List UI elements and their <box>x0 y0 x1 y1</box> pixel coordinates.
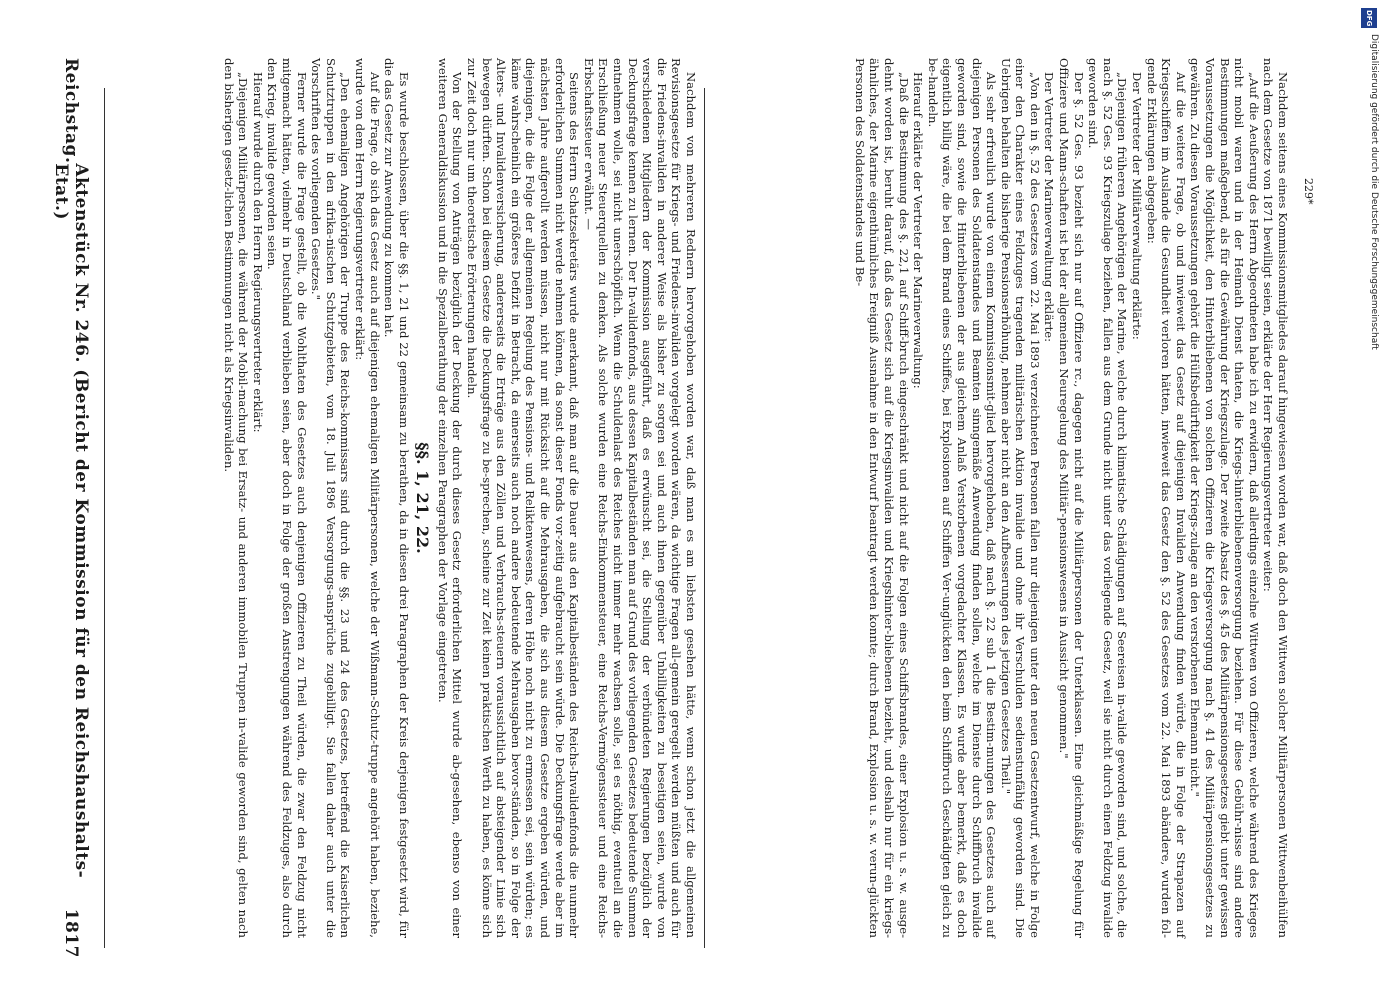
paragraph: Ferner wurde die Frage gestellt, ob die Wohlthaten des Gesetzes auch denjenigen Offizieren zu Theil würden, die zwar den Feldzug nicht mitgemacht hätten, vielmehr in Deutschland verblieben seien, aber doch in Folge der großen Anstrengungen während des Feldzuges, also durch den Krieg, invalide geworden seien. <box>265 58 309 938</box>
paragraph: Der Vertreter der Marineverwaltung erklärte: <box>1042 72 1057 342</box>
paragraph: Auf die weitere Frage, ob und inwieweit das Gesetz auf diejenigen Invaliden Anwendung finden würde, die in Folge der Strapazen auf Kriegsschiffen im Auslande die Gesundheit verloren hätten, inwieweit das Gesetz den §. 52 des Gesetzes vom 22. Mai 1893 abändere, wurden fol-gende Erklärungen abgegeben: <box>1144 58 1188 938</box>
header-center: Aktenstück Nr. 246. (Bericht der Kommission für den Reichshaushalts-Etat.) <box>51 163 91 879</box>
paragraph: Nachdem seitens eines Kommissionsmitgliedes darauf hingewiesen worden war, daß doch den Wittwen solcher Militärpersonen Wittwenbeihülfen nach dem Gesetze von 1871 bewilligt seien, erklärte der Herr Regierungsvertreter weiter: <box>1261 58 1290 938</box>
signature-mark <box>1295 178 1315 258</box>
paragraph: Auf die Frage, ob sich das Gesetz auch auf diejenigen ehemaligen Militärpersonen, welche der Wißmann-Schutz-truppe angehört haben, beziehe, wurde von dem Herrn Regierungsvertreter erklärt: <box>352 58 382 938</box>
paragraph: „Den ehemaligen Angehörigen der Truppe des Reichs-kommissars sind durch die §§. 23 und 24 des Gesetzes, betreffend die Kaiserlichen Schutztruppen in den afrika-nischen Schutzgebieten, vom 18. Juli 1896 Versorgungs-ansprüche zugebilligt. Sie fallen daher auch unter die Vorschriften des vorliegenden Gesetzes." <box>309 58 353 938</box>
header-rule <box>104 88 105 948</box>
paragraph: „Auf die Aeußerung des Herrn Abgeordneten habe ich zu erwidern, daß allerdings einzelne Wittwen von Offizieren, welche während des Krieges nicht mobil waren und in der Heimath Dienst thaten, die Kriegs-hinterbliebenenversorgung beziehen. Für diese Gebühr-nisse sind andere Bestimmungen maßgebend, als für die Gewährung der Kriegszulage. Der zweite Absatz des §. 45 des Militärpensionsgesetzes giebt unter gewissen Voraussetzungen die Möglichkeit, den Hinterbliebenen von solchen Offizieren die Kriegsversorgung nach §. 41 des Militärpensionsgesetzes zu gewähren. Zu diesen Voraussetzungen gehört die Hülfsbedürftigkeit der Kriegs-zulage an den verstorbenen Ehemann nicht." <box>1188 58 1261 938</box>
column-left <box>108 58 698 958</box>
header-left: Reichstag. <box>61 58 81 164</box>
page-header <box>40 58 102 958</box>
signature-mark-text: 229* <box>1302 178 1315 205</box>
digitization-credit: Digitalisierung gefördert durch die Deutsche Forschungsgemeinschaft <box>1369 34 1379 350</box>
paragraph: „Daß die Bestimmung des §. 22,1 auf Schiff-bruch eingeschränkt und nicht auf die Folgen eines Schiffsbrandes, einer Explosion u. s. w. ausge-dehnt worden ist, beruht darauf, daß das Gesetz sich auf die Kriegsinvaliden und Kriegshinter-bliebenen bezieht, und deshalb nur für ein kriegs-ähnliches, der Marine eigenthümliches Ereigniß Ausnahme in den Entwurf beantragt werden konnte; durch Brand, Explosion u. s. w. verun-glückten Personen des Soldatenstandes und Be- <box>852 58 911 938</box>
digitization-sidebar <box>1355 0 1383 1000</box>
paragraph: Es wurde beschlossen, über die §§. 1, 21 und 22 gemeinsam zu berathen, da in diesen drei Paragraphen der Kreis derjenigen festgesetzt wird, für die das Gesetz zur Anwendung zu kommen hat. <box>382 58 411 938</box>
paragraph: Der §. 52 Ges. 93 bezieht sich nur auf Offiziere rc., dagegen nicht auf die Militärpersonen der Unterklassen. Eine gleichmäßige Regelung für Offiziere und Mann-schaften ist bei der allgemeinen Neuregelung des Militär-pensionswesens in Aussicht genommen." <box>1057 58 1086 938</box>
paragraph: Hierauf erklärte der Vertreter der Marineverwaltung: <box>911 72 926 389</box>
document-sheet <box>40 58 1340 958</box>
column-divider <box>704 88 705 948</box>
paragraph: Der Vertreter der Militärverwaltung erklärte: <box>1130 72 1145 340</box>
section-title: §§. 1, 21, 22. <box>413 442 433 554</box>
paragraph: Nachdem von mehreren Rednern hervorgehoben worden war, daß man es am liebsten gesehen hätte, wenn schon jetzt die allgemeinen Revisionsgesetze für Kriegs- und Friedens-invaliden vorgelegt worden wären, da wichtige Fragen all-gemein geregelt werden müßten und auch für die Friedens-invaliden in anderer Weise als bisher zu sorgen sei und auch ihnen gegenüber Unbilligkeiten zu beseitigen seien, wurde von verschiedenen Mitgliedern der Kommission ausgeführt, daß es erwünscht sei, die Stellung der verbündeten Regierungen bezüglich der Deckungsfrage kennen zu lernen. Der In-validenfonds, aus dessen Kapitalbeständen man auf Grund des vorliegenden Gesetzes bedeutende Summen entnehmen wolle, sei nicht unerschöpflich. Wenn die Schuldenlast des Reiches nicht immer mehr wachsen solle, sei es nöthig, eventuell an die Erschließung neuer Steuerquellen zu denken. Als solche wurden eine Reichs-Einkommensteuer, eine Reichs-Vermögenssteuer und eine Reichs-Erbschaftssteuer erwähnt. — <box>581 58 698 938</box>
column-right <box>710 58 1290 958</box>
dfg-logo-icon: DFG <box>1361 8 1377 28</box>
paragraph: Als sehr erfreulich wurde von einem Kommissionsmit-glied hervorgehoben, daß nach §. 22 sub 1 die Bestim-mungen des Gesetzes auch auf diejenigen Personen des Soldatenstandes und Beamten sinngemäße Anwendung finden sollen, welche im Dienste durch Schiffbruch invalide geworden sind, sowie die Hinterbliebenen der aus gleichem Anlaß Verstorbenen vorgedachter Klassen. Es wurde aber bemerkt, daß es doch eigentlich billig wäre, die bei dem Brand eines Schiffes, bei Explosionen auf Schiffen Ver-unglückten den beim Schiffbruch Geschädigten gleich zu be-handeln. <box>925 58 999 938</box>
paragraph: „Diejenigen früheren Angehörigen der Marine, welche durch klimatische Schädigungen auf Seereisen in-valide geworden sind, und solche, die nach §. 52 Ges. 93 Kriegszulage beziehen, fallen aus dem Grunde nicht unter das vorliegende Gesetz, weil sie nicht durch einen Feldzug invalide geworden sind. <box>1086 58 1130 938</box>
paragraph: Seitens des Herrn Schatzsekretärs wurde anerkannt, daß man auf die Dauer aus den Kapitalbeständen des Reichs-Invalidenfonds die nunmehr erforderlichen Summen nicht werde nehmen können, da sonst dieser Fonds vor-zeitig aufgebraucht sein würde. Die Deckungsfrage werde aber im nächsten Jahre aufgerollt werden müssen, nicht nur mit Rücksicht auf die Mehrausgaben, die sich aus diesem Gesetze ergeben würden, und diejenigen, die die Folge der allgemeinen Regelung des Pensions- und Reliktenwesens, deren Höhe noch nicht zu ermessen sei, sein würden; es käme wahrscheinlich ein größeres Defizit in Betracht, da einerseits auch noch andere bedeutende Mehrausgaben bevor-ständen, so in Folge der Alters- und Invalidenversicherung, andererseits die Erträge aus den Zöllen und Verbrauchs-steuern voraussichtlich auf absteigender Linie sich bewegen dürften. Schon bei diesem Gesetze die Deckungsfrage zu be-sprechen, scheine zur Zeit keinen praktischen Werth zu haben, es könne sich zur Zeit doch nur um theoretische Erörterungen handeln. <box>465 58 582 938</box>
paragraph: Hierauf wurde durch den Herrn Regierungsvertreter erklärt: <box>250 72 265 433</box>
paragraph: Von der Stellung von Anträgen bezüglich der Deckung der durch dieses Gesetz erforderlichen Mittel wurde ab-gesehen, ebenso von einer weiteren Generaldiskussion und in die Spezialberathung der einzelnen Paragraphen der Vorlage eingetreten. <box>435 58 465 938</box>
header-page-number: 1817 <box>61 908 81 958</box>
paragraph: „Diejenigen Militärpersonen, die während der Mobil-machung bei Ersatz- und anderen immobilen Truppen in-valide geworden sind, gelten nach den bisherigen gesetz-lichen Bestimmungen nicht als Kriegsinvaliden. <box>221 58 251 938</box>
paragraph: „Von den in §. 52 des Gesetzes vom 22. Mai 1893 verzeichneten Personen fallen nur diejenigen unter den neuen Gesetzentwurf, welche in Folge einer den Charakter eines Feldzuges tragenden militärischen Aktion invalide und ohne ihr Verschulden sedienstunfähig geworden sind. Die Uebrigen behalten die bisherige Pensionserhöhung, nehmen aber nicht an den Aufbesserungen des jetzigen Gesetzes Theil." <box>998 58 1042 938</box>
